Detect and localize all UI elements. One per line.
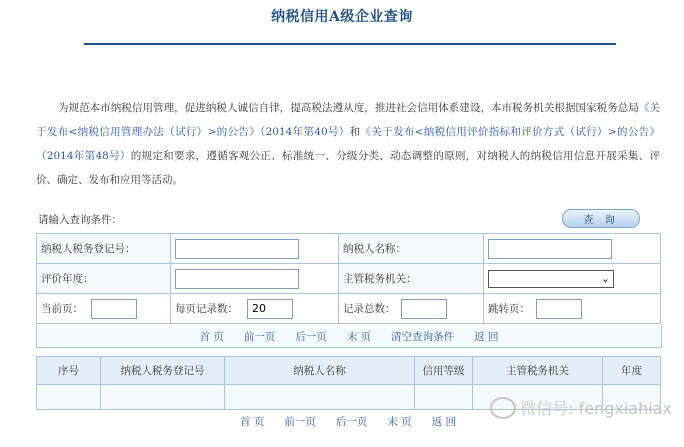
wechat-icon <box>490 397 516 419</box>
prev-page-link[interactable]: 前一页 <box>243 330 276 343</box>
page-title: 纳税信用A级企业查询 <box>271 9 413 25</box>
col-header-index: 序号 <box>37 357 101 385</box>
query-button[interactable]: 查 询 <box>562 209 640 228</box>
taxpayer-id-label: 纳税人税务登记号： <box>37 234 171 264</box>
taxpayer-name-input[interactable] <box>488 239 612 259</box>
col-header-year: 年度 <box>603 357 661 385</box>
results-header-row <box>37 357 661 385</box>
col-header-credit-level: 信用等级 <box>415 357 473 385</box>
title-divider <box>84 43 616 45</box>
col-header-taxpayer-id: 纳税人税务登记号 <box>101 357 225 385</box>
per-page-input[interactable] <box>247 299 293 319</box>
intro-paragraph <box>36 96 660 192</box>
evaluation-year-input[interactable] <box>175 269 299 289</box>
back-link[interactable]: 返 回 <box>474 330 499 343</box>
intro-text-1: 为规范本市纳税信用管理，促进纳税人诚信自律，提高税法遵从度，推进社会信用体系建设，本市税务机关根据国家税务总局 <box>58 102 639 114</box>
query-conditions-label: 请输入查询条件： <box>38 214 122 226</box>
intro-text-2: 的规定和要求，遵循客观公正、标准统一、分级分类、动态调整的原则，对纳税人的纳税信用信息开展采集、评价、确定、发布和应用等活动。 <box>36 150 660 186</box>
query-form <box>36 233 661 324</box>
jump-page-label: 跳转页： <box>488 303 530 315</box>
first-page-link-bottom[interactable]: 首 页 <box>239 415 265 428</box>
chevron-down-icon: ⌄ <box>600 271 610 285</box>
evaluation-year-label: 评价年度： <box>37 264 171 294</box>
col-header-taxpayer-name: 纳税人名称 <box>225 357 415 385</box>
clear-conditions-link[interactable]: 清空查询条件 <box>391 330 455 343</box>
tax-authority-label: 主管税务机关： <box>339 264 484 294</box>
pagination-top <box>36 325 662 348</box>
intro-text-and: 和 <box>349 126 361 138</box>
last-page-link-bottom[interactable]: 末 页 <box>387 415 412 428</box>
current-page-label: 当前页： <box>41 303 83 315</box>
jump-page-input[interactable] <box>536 299 582 319</box>
tax-authority-select[interactable] <box>488 270 614 288</box>
current-page-input[interactable] <box>91 299 137 319</box>
intro-link-2[interactable]: 《关于发布<纳税信用评价指标和评价方式（试行）>的公告》（2014年第48号） <box>36 126 660 162</box>
taxpayer-id-input[interactable] <box>175 239 299 259</box>
per-page-label: 每页记录数： <box>175 303 238 315</box>
total-records-label: 记录总数： <box>343 303 396 315</box>
back-link-bottom[interactable]: 返 回 <box>431 415 457 428</box>
first-page-link[interactable]: 首 页 <box>199 330 224 343</box>
intro-link-1[interactable]: 《关于发布<纳税信用管理办法（试行）>的公告》（2014年第40号） <box>36 102 660 138</box>
last-page-link[interactable]: 末 页 <box>346 330 372 343</box>
next-page-link-bottom[interactable]: 后一页 <box>335 415 368 428</box>
wechat-watermark <box>490 396 672 419</box>
taxpayer-name-label: 纳税人名称： <box>339 234 484 264</box>
next-page-link[interactable]: 后一页 <box>295 330 327 343</box>
total-records-input[interactable] <box>401 299 447 319</box>
prev-page-link-bottom[interactable]: 前一页 <box>284 415 316 428</box>
watermark-text: 微信号: fengxiahiax <box>520 399 672 418</box>
col-header-tax-authority: 主管税务机关 <box>473 357 603 385</box>
